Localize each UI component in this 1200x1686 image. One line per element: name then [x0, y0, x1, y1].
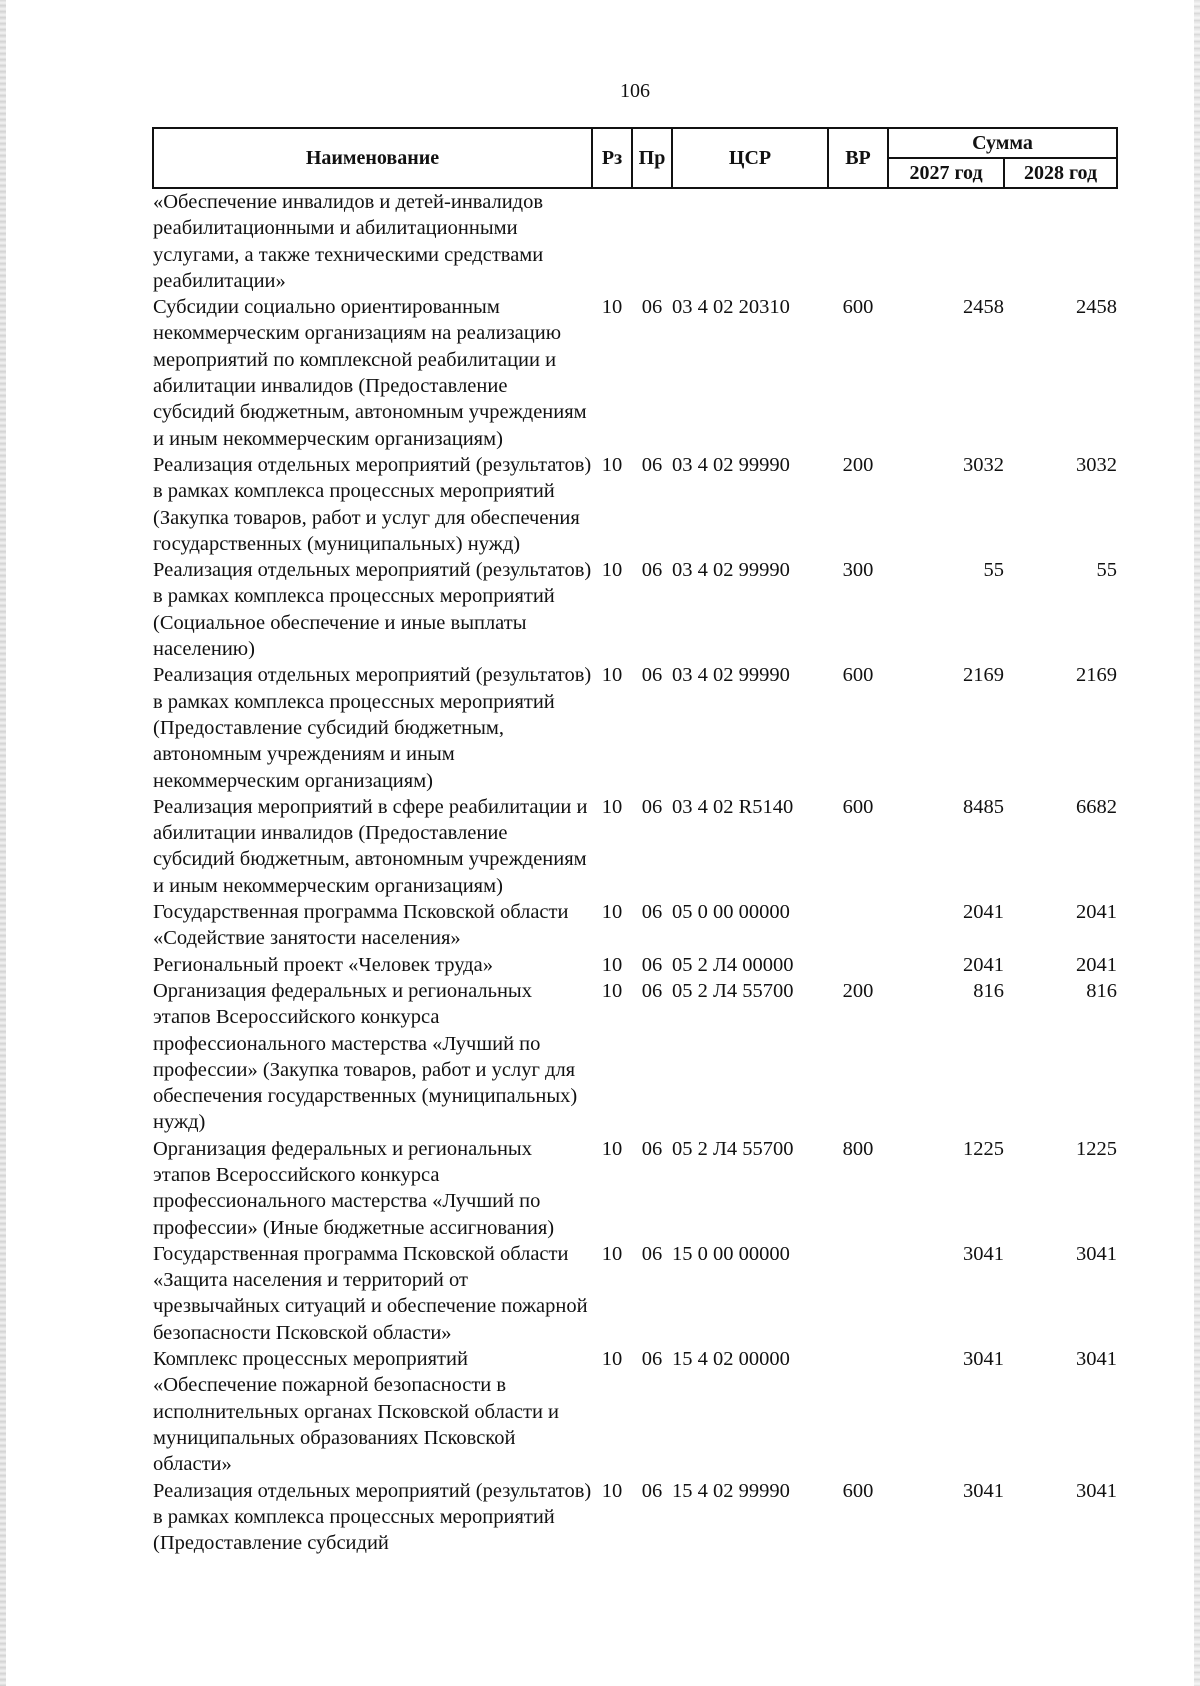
- row-rz: 10: [601, 953, 623, 976]
- row-csr: 05 0 00 00000: [672, 901, 790, 924]
- header-vr: ВР: [828, 128, 888, 188]
- row-name: Реализация мероприятий в сфере реабилитации и абилитации инвалидов (Предоставление субсидий бюджетным, автономным учреждениям и иным некоммерческим организациям): [153, 795, 588, 897]
- row-csr: 15 0 00 00000: [672, 1242, 790, 1265]
- table-body: [153, 188, 1117, 1556]
- row-sum-2027: [888, 188, 1004, 294]
- row-sum-2027: 8485: [963, 795, 1004, 818]
- row-sum-2028: 1225: [1076, 1137, 1118, 1160]
- row-sum-2028: 3041: [1076, 1479, 1118, 1502]
- row-csr: [672, 188, 828, 294]
- row-sum-2027: 2169: [963, 664, 1004, 687]
- row-rz: 10: [601, 1348, 623, 1371]
- row-name: Государственная программа Псковской области «Содействие занятости населения»: [153, 901, 569, 950]
- table-row: [153, 899, 1117, 952]
- row-pr: 06: [641, 901, 663, 924]
- table-row: [153, 662, 1117, 793]
- row-sum-2028: 3041: [1076, 1348, 1118, 1371]
- row-vr: 600: [842, 795, 874, 818]
- header-year-2028: 2028 год: [1004, 158, 1117, 188]
- row-rz: 10: [601, 979, 623, 1002]
- row-csr: 15 4 02 00000: [672, 1348, 790, 1371]
- row-name: Организация федеральных и региональных этапов Всероссийского конкурса профессионального мастерства «Лучший по профессии» (Иные бюджетные ассигнования): [153, 1137, 555, 1239]
- scan-edge-left: [0, 0, 6, 1686]
- table-row: [153, 1241, 1117, 1346]
- row-rz: 10: [601, 664, 623, 687]
- row-csr: 05 2 Л4 55700: [672, 1137, 794, 1160]
- row-pr: 06: [641, 979, 663, 1002]
- row-vr: 800: [842, 1137, 874, 1160]
- row-rz: 10: [601, 1479, 623, 1502]
- row-pr: 06: [641, 1348, 663, 1371]
- row-sum-2027: 1225: [963, 1137, 1004, 1160]
- row-name: Организация федеральных и региональных этапов Всероссийского конкурса профессионального мастерства «Лучший по профессии» (Закупка товаров, работ и услуг для обеспечения государственных (муниципальных) нужд): [153, 979, 578, 1134]
- table-row: [153, 1478, 1117, 1557]
- row-name: Реализация отдельных мероприятий (результатов) в рамках комплекса процессных мероприятий (Предоставление субсидий бюджетным, автономным учреждениям и иным некоммерческим организациям): [153, 664, 592, 792]
- row-sum-2028: 3032: [1076, 453, 1118, 476]
- row-csr: 15 4 02 99990: [672, 1479, 790, 1502]
- row-name: Субсидии социально ориентированным некоммерческим организациям на реализацию мероприятий по комплексной реабилитации и абилитации инвалидов (Предоставление субсидий бюджетным, автономным учреждениям и иным некоммерческим организациям): [153, 296, 587, 450]
- row-vr: [828, 1346, 888, 1477]
- row-rz: 10: [601, 1137, 623, 1160]
- row-sum-2027: 816: [973, 979, 1004, 1002]
- row-pr: 06: [641, 559, 663, 582]
- row-sum-2027: 3041: [963, 1348, 1004, 1371]
- row-vr: 300: [842, 559, 874, 582]
- row-csr: 03 4 02 99990: [672, 559, 790, 582]
- header-name: Наименование: [153, 128, 592, 188]
- header-year-2027: 2027 год: [888, 158, 1004, 188]
- row-csr: 03 4 02 20310: [672, 296, 790, 319]
- row-sum-2027: 2458: [963, 296, 1004, 319]
- row-rz: 10: [601, 1242, 623, 1265]
- row-pr: 06: [641, 1479, 663, 1502]
- table-row: [153, 452, 1117, 557]
- header-sum: Сумма: [888, 128, 1117, 158]
- row-sum-2028: 2169: [1076, 664, 1118, 687]
- header-csr: ЦСР: [672, 128, 828, 188]
- budget-table: [152, 127, 1118, 1556]
- table-row: [153, 294, 1117, 452]
- table-row: [153, 952, 1117, 978]
- row-vr: 600: [842, 664, 874, 687]
- header-row: [153, 128, 1117, 158]
- table-header: [153, 128, 1117, 188]
- page-number: 106: [620, 80, 650, 102]
- row-sum-2027: 55: [983, 559, 1004, 582]
- row-sum-2028: 816: [1086, 979, 1118, 1002]
- row-pr: 06: [641, 453, 663, 476]
- row-csr: 03 4 02 R5140: [672, 795, 794, 818]
- row-name: Региональный проект «Человек труда»: [153, 953, 493, 976]
- row-csr: 05 2 Л4 00000: [672, 953, 794, 976]
- row-vr: 600: [842, 1479, 874, 1502]
- row-sum-2028: 55: [1096, 559, 1118, 582]
- row-sum-2028: 2458: [1076, 296, 1118, 319]
- row-vr: [828, 1241, 888, 1346]
- row-pr: 06: [641, 664, 663, 687]
- row-pr: 06: [641, 1137, 663, 1160]
- row-vr: 200: [842, 453, 874, 476]
- row-name: Комплекс процессных мероприятий «Обеспечение пожарной безопасности в исполнительных органах Псковской области и муниципальных образованиях Псковской области»: [153, 1348, 560, 1476]
- row-rz: [592, 188, 632, 294]
- row-sum-2028: 2041: [1076, 953, 1118, 976]
- row-sum-2028: 6682: [1076, 795, 1118, 818]
- table-row: [153, 188, 1117, 294]
- row-vr: 200: [842, 979, 874, 1002]
- row-pr: 06: [641, 795, 663, 818]
- row-rz: 10: [601, 901, 623, 924]
- row-sum-2027: 2041: [963, 901, 1004, 924]
- row-csr: 05 2 Л4 55700: [672, 979, 794, 1002]
- header-pr: Пр: [632, 128, 672, 188]
- row-name: Реализация отдельных мероприятий (результатов) в рамках комплекса процессных мероприятий (Предоставление субсидий: [153, 1479, 592, 1555]
- row-name: Реализация отдельных мероприятий (результатов) в рамках комплекса процессных мероприятий (Социальное обеспечение и иные выплаты населению): [153, 559, 592, 661]
- row-name: «Обеспечение инвалидов и детей-инвалидов реабилитационными и абилитационными услугами, а также техническими средствами реабилитации»: [153, 191, 544, 292]
- row-pr: [632, 188, 672, 294]
- row-name: Государственная программа Псковской области «Защита населения и территорий от чрезвычайных ситуаций и обеспечение пожарной безопасности Псковской области»: [153, 1242, 588, 1344]
- row-pr: 06: [641, 953, 663, 976]
- row-rz: 10: [601, 795, 623, 818]
- row-rz: 10: [601, 296, 623, 319]
- header-rz: Рз: [592, 128, 632, 188]
- row-rz: 10: [601, 453, 623, 476]
- row-vr: 600: [842, 296, 874, 319]
- row-sum-2027: 3041: [963, 1479, 1004, 1502]
- row-sum-2028: 3041: [1076, 1242, 1118, 1265]
- table-row: [153, 557, 1117, 662]
- row-name: Реализация отдельных мероприятий (результатов) в рамках комплекса процессных мероприятий (Закупка товаров, работ и услуг для обеспечения государственных (муниципальных) нужд): [153, 453, 592, 555]
- row-pr: 06: [641, 296, 663, 319]
- table-row: [153, 978, 1117, 1136]
- row-sum-2027: 3032: [963, 453, 1004, 476]
- row-vr: [828, 899, 888, 952]
- row-rz: 10: [601, 559, 623, 582]
- row-csr: 03 4 02 99990: [672, 664, 790, 687]
- row-vr: [828, 188, 888, 294]
- row-sum-2028: [1004, 188, 1117, 294]
- table-row: [153, 794, 1117, 899]
- row-sum-2027: 2041: [963, 953, 1004, 976]
- table-row: [153, 1346, 1117, 1477]
- table-row: [153, 1136, 1117, 1241]
- row-sum-2027: 3041: [963, 1242, 1004, 1265]
- scan-edge-right: [1194, 0, 1200, 1686]
- row-csr: 03 4 02 99990: [672, 453, 790, 476]
- row-sum-2028: 2041: [1076, 901, 1118, 924]
- row-vr: [828, 952, 888, 978]
- row-pr: 06: [641, 1242, 663, 1265]
